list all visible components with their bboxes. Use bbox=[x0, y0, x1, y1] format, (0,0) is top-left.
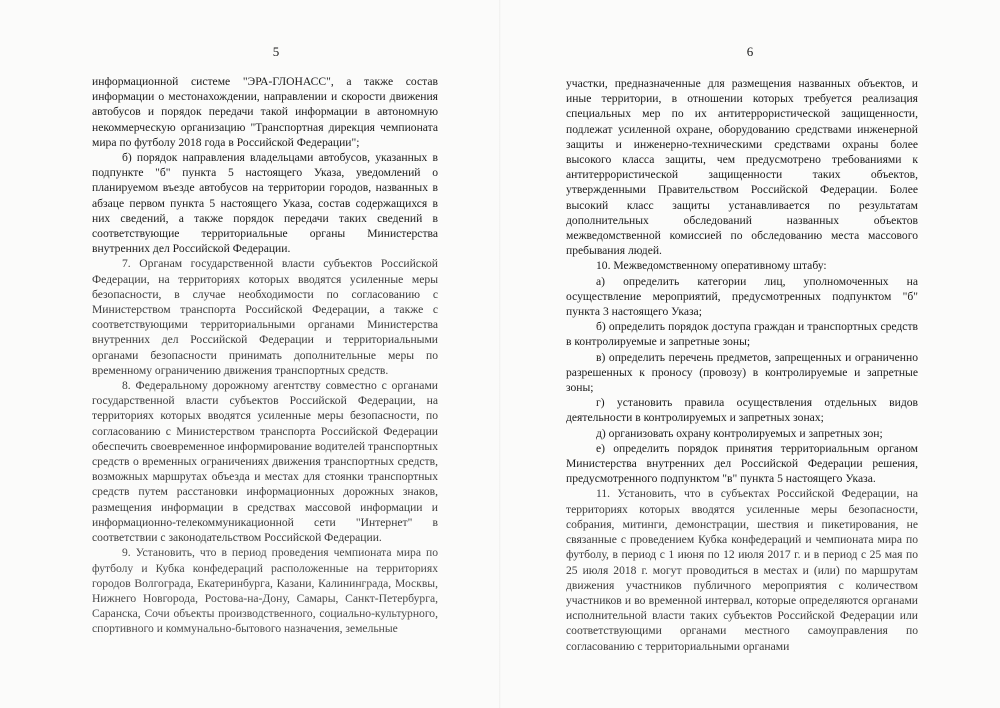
paragraph: 9. Установить, что в период проведения чемпионата мира по футболу и Кубка конфедераций расположенные на территориях городов Волгограда, Екатеринбурга, Казани, Калининграда, Москвы, Нижнего Новгорода, Ростова-на-Дону, Самары, Санкт-Петербурга, Саранска, Сочи объекты производственного, социально-культурного, спортивного и коммунально-бытового назначения, земельные bbox=[92, 546, 438, 636]
page-number-left: 5 bbox=[272, 44, 280, 59]
paragraph: а) определить категории лиц, уполномоченных на осуществление мероприятий, предусмотренных подпунктом "б" пункта 3 настоящего Указа; bbox=[566, 274, 918, 319]
paragraph: 8. Федеральному дорожному агентству совместно с органами государственной власти субъектов Российской Федерации, на территориях которых вводятся усиленные меры безопасности, по согласованию с Министерством транспорта Российской Федерации обеспечить своевременное информирование водителей транспортных средств о временных ограничениях движения транспортных средств, возможных маршрутах объезда и местах для стоянки транспортных средств путем расстановки информационных дорожных знаков, размещения информации в средствах массовой информации и информационно-телекоммуникационной сети "Интернет" в соответствии с законодательством Российской Федерации. bbox=[92, 379, 438, 545]
paragraph: в) определить перечень предметов, запрещенных и ограниченно разрешенных к проносу (провозу) в контролируемые и запретные зоны; bbox=[566, 350, 918, 395]
paragraph: 7. Органам государственной власти субъектов Российской Федерации, на территориях которых вводятся усиленные меры безопасности, в случае необходимости по согласованию с Министерством транспорта Российской Федерации, а также с соответствующими территориальными органами Министерства внутренних дел Российской Федерации и территориальными органами безопасности принимать дополнительные меры по временному ограничению движения транспортных средств. bbox=[92, 257, 438, 377]
paragraph: 10. Межведомственному оперативному штабу: bbox=[596, 259, 827, 273]
page-number-right: 6 bbox=[746, 44, 754, 59]
page-left-body bbox=[92, 74, 438, 637]
paragraph: г) установить правила осуществления отдельных видов деятельности в контролируемых и запретных зонах; bbox=[566, 396, 918, 425]
paragraph: б) порядок направления владельцами автобусов, указанных в подпункте "б" пункта 5 настоящего Указа, уведомлений о планируемом въезде автобусов на территории городов, названных в абзаце первом пункта 5 настоящего Указа, состав содержащихся в них сведений, а также порядок передачи таких сведений в соответствующие территориальные органы Министерства внутренних дел Российской Федерации. bbox=[92, 151, 438, 256]
paragraph: 11. Установить, что в субъектах Российской Федерации, на территориях которых вводятся усиленные меры безопасности, собрания, митинги, демонстрации, шествия и пикетирования, не связанные с проведением Кубка конфедераций и чемпионата мира по футболу, в период с 1 июня по 12 июля 2017 г. и в период с 25 мая по 25 июля 2018 г. могут проводиться в местах и (или) по маршрутам движения участников публичного мероприятия с количеством участников и во временной интервал, которые определяются органами исполнительной власти таких субъектов Российской Федерации или соответствующими органами местного самоуправления по согласованию с территориальными органами bbox=[566, 487, 918, 653]
paragraph: б) определить порядок доступа граждан и транспортных средств в контролируемые и запретные зоны; bbox=[566, 320, 918, 349]
paragraph: д) организовать охрану контролируемых и запретных зон; bbox=[596, 426, 883, 440]
paragraph: информационной системе "ЭРА-ГЛОНАСС", а также состав информации о местонахождении, направлении и скорости движения автобусов и порядок передачи такой информации в автономную некоммерческую организацию "Транспортная дирекция чемпионата мира по футболу 2018 года в Российской Федерации"; bbox=[92, 75, 438, 149]
paragraph: е) определить порядок принятия территориальным органом Министерства внутренних дел Российской Федерации решения, предусмотренного подпунктом "в" пункта 5 настоящего Указа. bbox=[566, 441, 918, 486]
paragraph: участки, предназначенные для размещения названных объектов, и иные территории, в отношении которых требуется реализация специальных мер по их антитеррористической защищенности, подлежат усиленной охране, оборудованию средствами инженерной защиты и инженерно-техническими средствами охраны более высокого класса защиты, чем предусмотрено требованиями к антитеррористической защищенности таких объектов, утвержденными Правительством Российской Федерации. Более высокий класс защиты устанавливается по результатам дополнительных обследований названных объектов межведомственной комиссией по обследованию места массового пребывания людей. bbox=[566, 77, 918, 258]
page-right bbox=[500, 0, 1000, 708]
page-right-body bbox=[566, 76, 918, 654]
